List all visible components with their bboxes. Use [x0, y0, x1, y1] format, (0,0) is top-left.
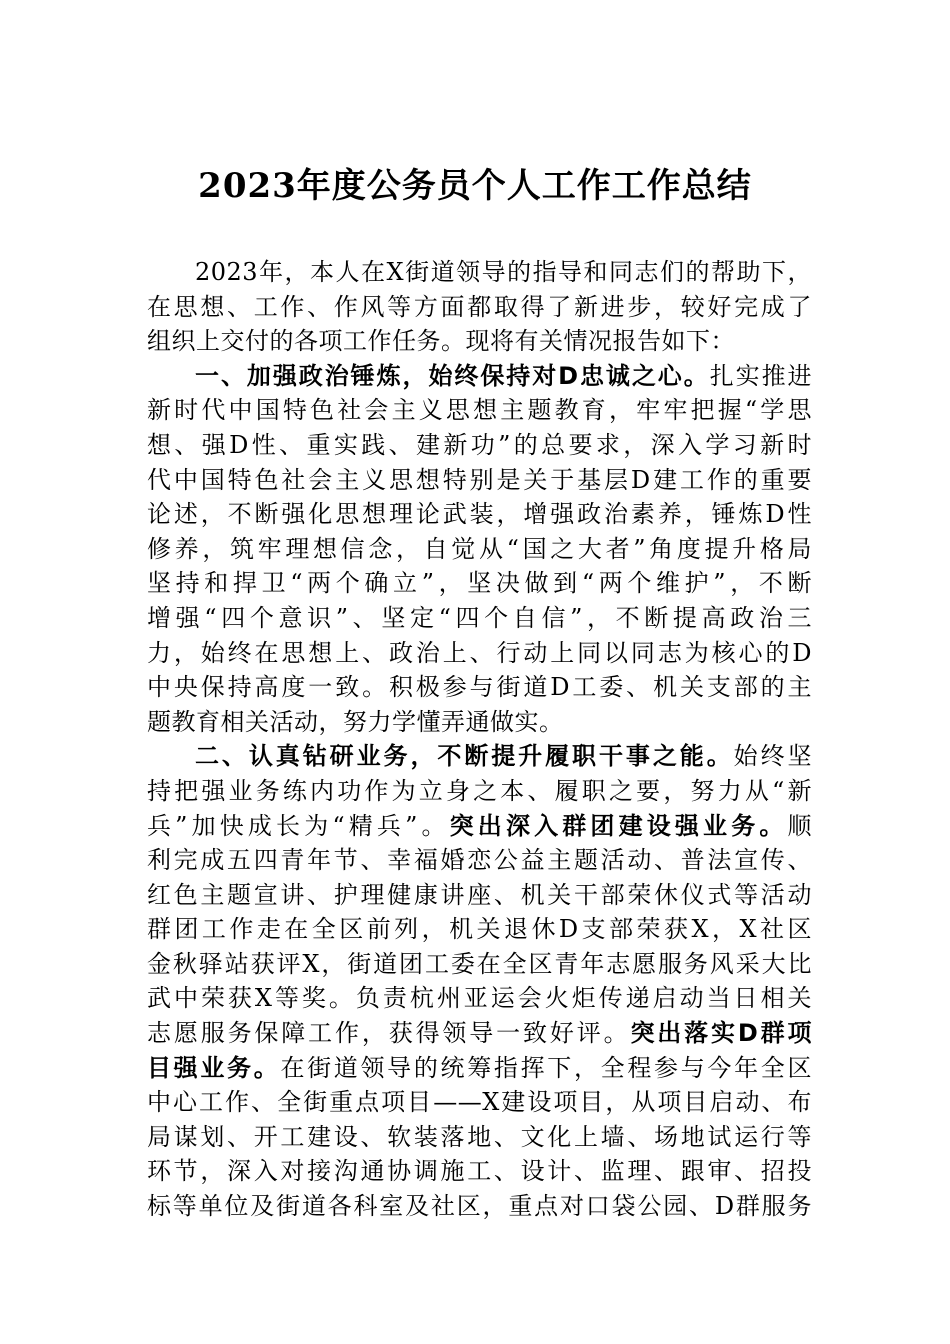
text-line	[147, 428, 812, 463]
body-text: 在思想、工作、作风等方面都取得了新进步，较好完成了	[147, 292, 812, 321]
text-line	[147, 566, 812, 601]
body-text: 红色主题宣讲、护理健康讲座、机关干部荣休仪式等活动	[147, 880, 812, 909]
body-text: 扎实推进	[709, 361, 813, 390]
text-line	[147, 705, 812, 740]
body-text: 利完成五四青年节、幸福婚恋公益主题活动、普法宣传、	[147, 846, 812, 875]
body-text: 修养，筑牢理想信念，自觉从“国之大者”角度提升格局	[147, 534, 812, 563]
body-text: 环节，深入对接沟通协调施工、设计、监理、跟审、招投	[147, 1157, 812, 1186]
body-text: 中心工作、全街重点项目——X建设项目，从项目启动、布	[147, 1088, 812, 1117]
body-text: 志愿服务保障工作，获得领导一致好评。	[147, 1019, 631, 1048]
body-text: 武中荣获X等奖。负责杭州亚运会火炬传递启动当日相关	[147, 984, 812, 1013]
body-text: 顺	[787, 811, 812, 840]
bold-heading-text: 目强业务。	[147, 1053, 281, 1082]
document-body	[147, 255, 812, 1224]
body-text: 想、强D性、重实践、建新功”的总要求，深入学习新时	[147, 430, 812, 459]
body-text: 始终坚	[733, 742, 813, 771]
text-line	[147, 1085, 812, 1120]
text-line	[147, 981, 812, 1016]
body-text: 题教育相关活动，努力学懂弄通做实。	[147, 707, 564, 736]
body-text: 中央保持高度一致。积极参与街道D工委、机关支部的主	[147, 673, 812, 702]
bold-heading-text: 二、认真钻研业务，不断提升履职干事之能。	[195, 742, 734, 771]
body-text: 在街道领导的统筹指挥下，全程参与今年全区	[280, 1053, 812, 1082]
text-line	[147, 324, 812, 359]
text-line	[147, 532, 812, 567]
body-text: 局谋划、开工建设、软装落地、文化上墙、场地试运行等	[147, 1122, 812, 1151]
text-line	[147, 497, 812, 532]
text-line	[147, 843, 812, 878]
body-text: 2023年，本人在X街道领导的指导和同志们的帮助下，	[195, 258, 812, 286]
text-line	[147, 774, 812, 809]
body-text: 力，始终在思想上、政治上、行动上同以同志为核心的D	[147, 638, 812, 667]
bold-heading-text: 突出落实D群项	[630, 1019, 813, 1048]
body-text: 代中国特色社会主义思想特别是关于基层D建工作的重要	[147, 465, 812, 494]
body-text: 新时代中国特色社会主义思想主题教育，牢牢把握“学思	[147, 396, 812, 425]
text-line	[147, 393, 812, 428]
text-line	[147, 636, 812, 671]
body-text: 持把强业务练内功作为立身之本、履职之要，努力从“新	[147, 776, 812, 805]
text-line	[147, 359, 812, 394]
text-line	[147, 947, 812, 982]
document-title: 2023年度公务员个人工作工作总结	[198, 166, 752, 206]
body-text: 群团工作走在全区前列，机关退休D支部荣获X，X社区	[147, 915, 812, 944]
text-line	[147, 912, 812, 947]
body-text: 论述，不断强化思想理论武装，增强政治素养，锤炼D性	[147, 500, 812, 529]
text-line	[147, 601, 812, 636]
text-line	[147, 739, 812, 774]
text-line	[147, 463, 812, 498]
bold-heading-text: 一、加强政治锤炼，始终保持对D忠诚之心。	[195, 361, 710, 390]
body-text: 坚持和捍卫“两个确立”，坚决做到“两个维护”，不断	[147, 569, 812, 598]
text-line	[147, 1189, 812, 1224]
text-line	[147, 809, 812, 844]
text-line	[147, 1051, 812, 1086]
text-line	[147, 878, 812, 913]
text-line	[147, 1120, 812, 1155]
text-line	[147, 670, 812, 705]
text-line	[147, 290, 812, 325]
bold-heading-text: 突出深入群团建设强业务。	[449, 811, 788, 840]
body-text: 标等单位及街道各科室及社区，重点对口袋公园、D群服务	[147, 1192, 812, 1221]
body-text: 兵”加快成长为“精兵”。	[147, 811, 450, 840]
body-text: 增强“四个意识”、坚定“四个自信”，不断提高政治三	[147, 603, 812, 632]
text-line	[147, 255, 812, 290]
text-line	[147, 1154, 812, 1189]
text-line	[147, 1016, 812, 1051]
body-text: 金秋驿站获评X，街道团工委在全区青年志愿服务风采大比	[147, 949, 812, 978]
body-text: 组织上交付的各项工作任务。现将有关情况报告如下：	[147, 327, 735, 356]
